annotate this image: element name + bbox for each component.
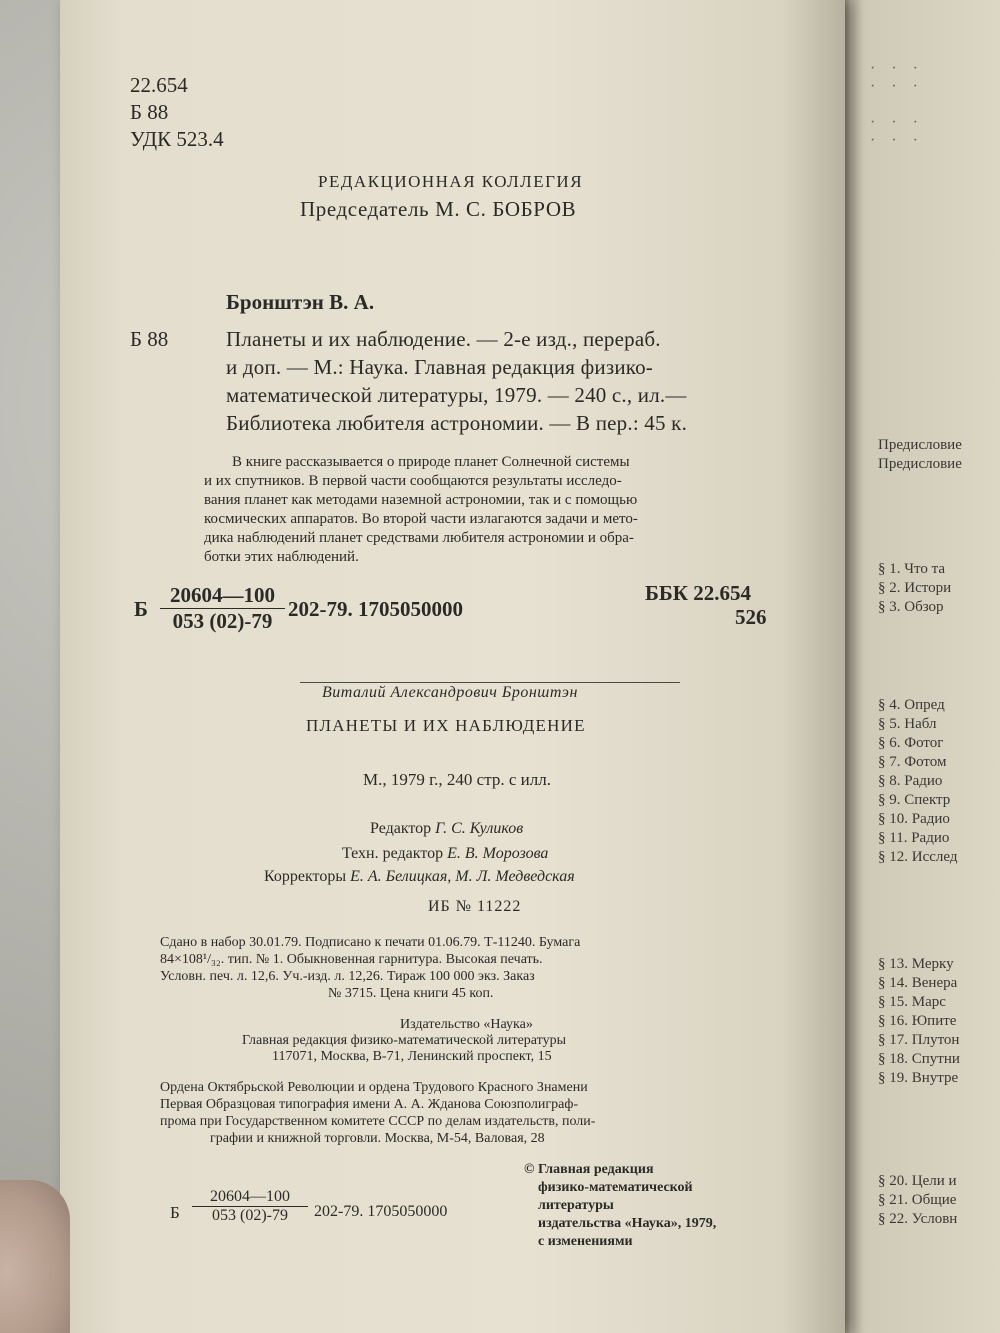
right-toc-group-d: [878, 1172, 957, 1229]
imprint-rule: [300, 682, 680, 683]
bbk-label: ББК 22.654: [645, 581, 751, 605]
toc-entry: § 16. Юпите: [878, 1013, 957, 1029]
toc-entry: § 1. Что та: [878, 561, 946, 577]
print-line-4: № 3715. Цена книги 45 коп.: [328, 986, 494, 1001]
toc-entry: § 4. Опред: [878, 697, 945, 713]
toc-entry: § 15. Марс: [878, 994, 946, 1010]
abstract-line-6: ботки этих наблюдений.: [204, 549, 359, 565]
print-line-3: Условн. печ. л. 12,6. Уч.-изд. л. 12,26. Тираж 100 000 экз. Заказ: [160, 969, 535, 984]
index-code-denominator: 053 (02)-79: [172, 609, 273, 633]
toc-entry: § 19. Внутре: [878, 1070, 959, 1086]
bottom-code-denominator: 053 (02)-79: [212, 1207, 288, 1224]
catalog-udk: УДК 523.4: [130, 127, 224, 151]
toc-entry: § 13. Мерку: [878, 956, 954, 972]
publisher-line-2: Главная редакция физико-математической литературы: [242, 1033, 567, 1048]
right-preface-1: Предисловие: [878, 437, 962, 453]
bib-line-2: и доп. — М.: Наука. Главная редакция физико-: [226, 355, 653, 379]
imprint-author: Виталий Александрович Бронштэн: [322, 684, 578, 701]
author-heading: Бронштэн В. А.: [226, 290, 375, 314]
hand-thumb: [0, 1180, 70, 1333]
right-page: [845, 0, 1000, 1333]
bottom-code-prefix: Б: [170, 1203, 180, 1222]
tech-editor-name: Е. В. Морозова: [447, 845, 549, 862]
abstract-line-4: космических аппаратов. Во второй части излагаются задачи и мето-: [204, 511, 638, 527]
right-page-texture: · · · · · · · · · · · ·: [870, 60, 924, 149]
bottom-code-tail: 202-79. 1705050000: [314, 1203, 448, 1220]
printer-line-2: Первая Образцовая типография имени А. А. Жданова Союзполиграф-: [160, 1097, 579, 1112]
copyright-line-2: физико-математической: [538, 1180, 693, 1195]
proofreaders-names: Е. А. Белицкая, М. Л. Медведская: [350, 868, 575, 885]
copyright-line-1: © Главная редакция: [524, 1162, 654, 1177]
toc-entry: § 5. Набл: [878, 716, 937, 732]
right-toc-group-c: [878, 955, 960, 1088]
proofreaders-line: [264, 868, 575, 886]
toc-entry: § 8. Радио: [878, 773, 943, 789]
editor-label: Редактор: [370, 820, 432, 837]
copyright-line-5: с изменениями: [538, 1234, 633, 1249]
bottom-code-numerator: 20604—100: [192, 1188, 308, 1207]
copyright-line-4: издательства «Наука», 1979,: [538, 1216, 717, 1231]
abstract-line-1: В книге рассказывается о природе планет Солнечной системы: [232, 454, 630, 470]
abstract-line-2: и их спутников. В первой части сообщаются результаты исследо-: [204, 473, 622, 489]
abstract-line-5: дика наблюдений планет средствами любителя астрономии и обра-: [204, 530, 634, 546]
print-line-2: 84×108¹/₃₂. тип. № 1. Обыкновенная гарнитура. Высокая печать.: [160, 952, 543, 967]
catalog-author-mark: Б 88: [130, 100, 169, 124]
imprint-pub-line: М., 1979 г., 240 стр. с илл.: [363, 770, 551, 789]
tech-editor-label: Техн. редактор: [342, 845, 444, 862]
publisher-line-1: Издательство «Наука»: [400, 1017, 533, 1032]
toc-entry: § 20. Цели и: [878, 1173, 957, 1189]
index-code-tail: 202-79. 1705050000: [288, 597, 463, 621]
catalog-bbk: 22.654: [130, 73, 188, 97]
editorial-board-chair: Председатель М. С. БОБРОВ: [300, 197, 577, 221]
printer-line-1: Ордена Октябрьской Революции и ордена Трудового Красного Знамени: [160, 1080, 588, 1095]
editorial-board-heading: РЕДАКЦИОННАЯ КОЛЛЕГИЯ: [318, 172, 584, 191]
toc-entry: § 7. Фотом: [878, 754, 947, 770]
toc-entry: § 22. Условн: [878, 1211, 958, 1227]
toc-entry: § 2. Истори: [878, 580, 952, 596]
right-toc-group-b: [878, 696, 957, 867]
abstract-line-3: вания планет как методами наземной астрономии, так и с помощью: [204, 492, 638, 508]
toc-entry: § 11. Радио: [878, 830, 950, 846]
bbk-sub: 526: [735, 605, 767, 629]
toc-entry: § 18. Спутни: [878, 1051, 960, 1067]
right-preface-list: [878, 436, 962, 474]
toc-entry: § 10. Радио: [878, 811, 950, 827]
publisher-line-3: 117071, Москва, В-71, Ленинский проспект, 15: [272, 1049, 552, 1064]
toc-entry: § 14. Венера: [878, 975, 958, 991]
bib-line-3: математической литературы, 1979. — 240 с., ил.—: [226, 383, 687, 407]
bib-line-4: Библиотека любителя астрономии. — В пер.: 45 к.: [226, 411, 688, 435]
copyright-line-3: литературы: [538, 1198, 614, 1213]
imprint-title: ПЛАНЕТЫ И ИХ НАБЛЮДЕНИЕ: [306, 716, 586, 735]
toc-entry: § 21. Общие: [878, 1192, 957, 1208]
right-toc-group-a: [878, 560, 951, 617]
index-code-fraction: [160, 583, 285, 634]
index-code-prefix: Б: [134, 597, 148, 621]
editor-line: [370, 820, 523, 838]
toc-entry: § 12. Исслед: [878, 849, 958, 865]
right-preface-2: Предисловие: [878, 456, 962, 472]
toc-entry: § 17. Плутон: [878, 1032, 960, 1048]
print-line-1: Сдано в набор 30.01.79. Подписано к печати 01.06.79. Т-11240. Бумага: [160, 935, 581, 950]
printer-line-4: графии и книжной торговли. Москва, М-54, Валовая, 28: [210, 1131, 545, 1146]
toc-entry: § 9. Спектр: [878, 792, 951, 808]
bib-author-mark: Б 88: [130, 327, 169, 351]
editor-name: Г. С. Куликов: [435, 820, 524, 837]
tech-editor-line: [342, 845, 548, 863]
printer-line-3: прома при Государственном комитете СССР по делам издательств, поли-: [160, 1114, 596, 1129]
index-code-numerator: 20604—100: [160, 583, 285, 609]
bib-line-1: Планеты и их наблюдение. — 2-е изд., перераб.: [226, 327, 661, 351]
proofreaders-label: Корректоры: [264, 868, 347, 885]
bottom-code-fraction: [192, 1188, 308, 1225]
toc-entry: § 3. Обзор: [878, 599, 944, 615]
toc-entry: § 6. Фотог: [878, 735, 944, 751]
ib-number: ИБ № 11222: [428, 898, 522, 915]
